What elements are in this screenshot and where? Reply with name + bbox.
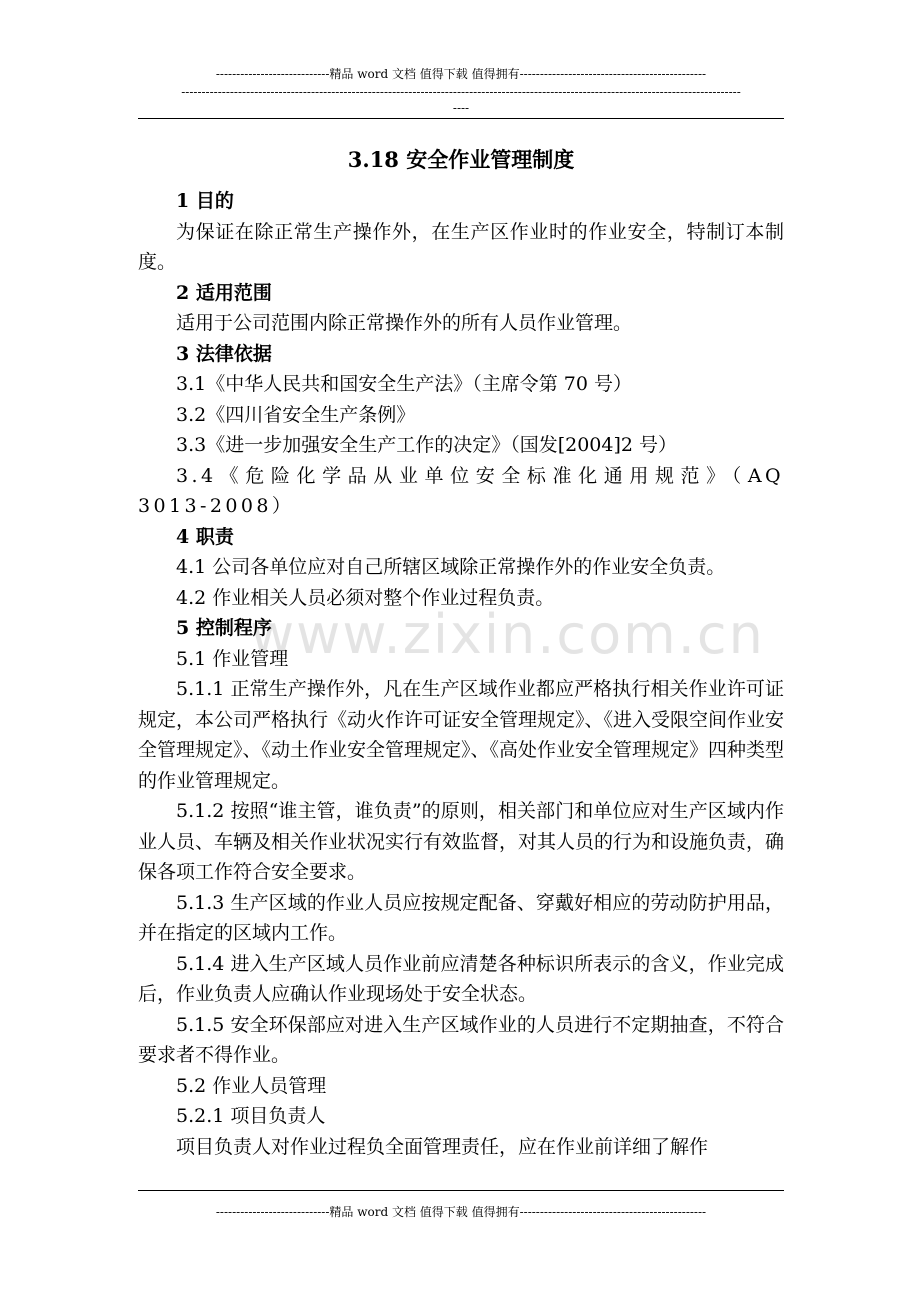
document-body <box>138 142 784 1162</box>
paragraph: 5.2 作业人员管理 <box>176 1074 327 1097</box>
section-heading: 1 目的 <box>176 190 234 212</box>
paragraph: 4.1 公司各单位应对自己所辖区域除正常操作外的作业安全负责。 <box>176 556 726 578</box>
paragraph: 5.1.3 生产区域的作业人员应按规定配备、穿戴好相应的劳动防护用品，并在指定的区域内工作。 <box>138 891 784 944</box>
paragraph: 5.1.4 进入生产区域人员作业前应清楚各种标识所表示的含义，作业完成后，作业负责人应确认作业现场处于安全状态。 <box>138 952 784 1005</box>
footer-rule <box>138 1190 784 1191</box>
paragraph: 3.4《危险化学品从业单位安全标准化通用规范》（AQ 3013-2008） <box>138 464 784 517</box>
paragraph: 5.1 作业管理 <box>176 647 289 670</box>
page-header-line: ----------------------------精品 word 文档 值得下载 值得拥有---------------------------------------------- <box>215 67 707 81</box>
section-heading: 5 控制程序 <box>176 617 272 639</box>
document-title: 3.18 安全作业管理制度 <box>347 147 575 172</box>
section-heading: 2 适用范围 <box>176 281 272 304</box>
paragraph: 适用于公司范围内除正常操作外的所有人员作业管理。 <box>176 312 633 334</box>
paragraph: 4.2 作业相关人员必须对整个作业过程负责。 <box>176 586 555 609</box>
paragraph: 5.1.5 安全环保部应对进入生产区域作业的人员进行不定期抽查，不符合要求者不得作业。 <box>138 1013 784 1066</box>
page-header-dash-tail: ---- <box>452 101 470 115</box>
page-footer-line: ----------------------------精品 word 文档 值得下载 值得拥有---------------------------------------------- <box>215 1205 707 1219</box>
paragraph: 3.1《中华人民共和国安全生产法》（主席令第 70 号） <box>176 373 632 395</box>
paragraph: 5.2.1 项目负责人 <box>176 1105 326 1127</box>
header-rule <box>138 118 784 119</box>
paragraph: 5.1.1 正常生产操作外，凡在生产区域作业都应严格执行相关作业许可证规定，本公司严格执行《动火作许可证安全管理规定》、《进入受限空间作业安全管理规定》、《动土作业安全管理规定》、《高处作业安全管理规定》四种类型的作业管理规定。 <box>138 678 785 792</box>
watermark: www.zixin.com.cn <box>250 603 765 666</box>
page-header-dash-line: ------------------------------------------------------------------------------------------------------------------------------------------ <box>181 85 741 99</box>
paragraph: 为保证在除正常生产操作外，在生产区作业时的作业安全，特制订本制度。 <box>138 220 784 273</box>
paragraph: 3.2《四川省安全生产条例》 <box>176 403 416 426</box>
paragraph: 5.1.2 按照“谁主管，谁负责”的原则，相关部门和单位应对生产区域内作业人员、车辆及相关作业状况实行有效监督，对其人员的行为和设施负责，确保各项工作符合安全要求。 <box>138 800 785 883</box>
paragraph: 项目负责人对作业过程负全面管理责任，应在作业前详细了解作 <box>176 1135 709 1158</box>
paragraph: 3.3《进一步加强安全生产工作的决定》（国发[2004]2 号） <box>176 434 678 456</box>
section-heading: 4 职责 <box>176 525 234 548</box>
section-heading: 3 法律依据 <box>176 342 272 365</box>
